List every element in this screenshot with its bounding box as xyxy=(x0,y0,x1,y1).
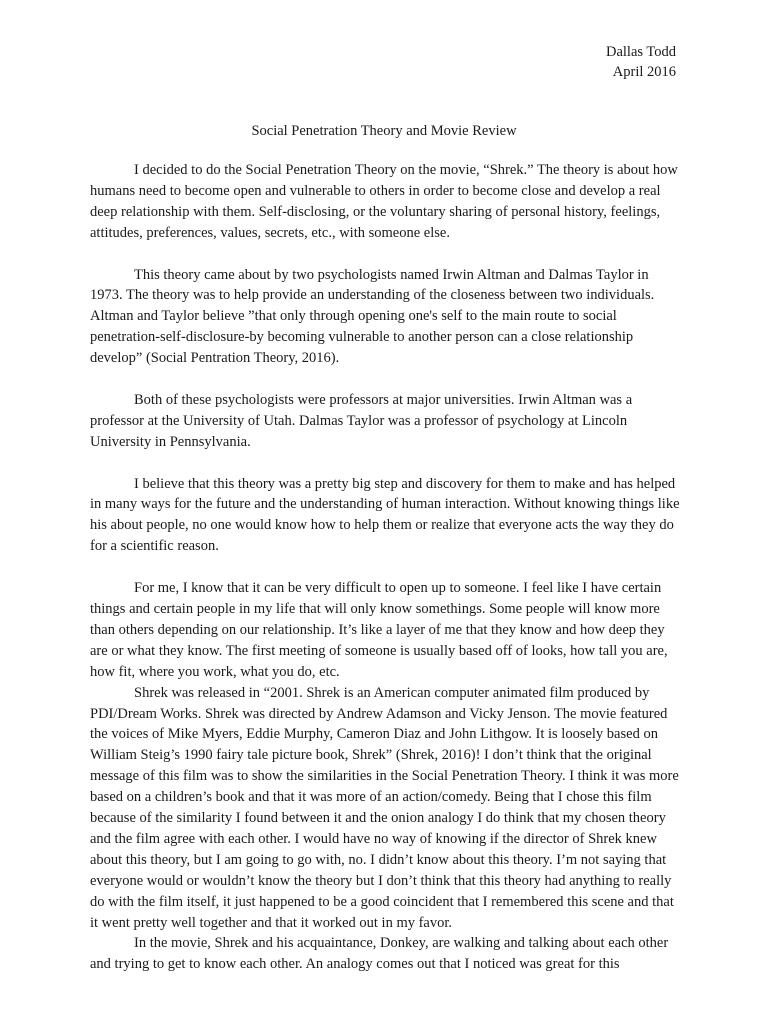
paragraph-4: I believe that this theory was a pretty big step and discovery for them to make and has helped in many ways for the future and the understanding of human interaction. Without knowing things like his about people, no one would know how to help them or realize that everyone acts the way they do for a scientific reason. xyxy=(90,475,680,555)
document-title: Social Penetration Theory and Movie Review xyxy=(251,123,517,139)
paragraph-2: This theory came about by two psychologists named Irwin Altman and Dalmas Taylor in 1973. The theory was to help provide an understanding of the closeness between two individuals. Altman and Taylor believe ”that only through opening one's self to the main route to social penetration-self-disclosure-by becoming vulnerable to another person can a close relationship develop” (Social Pentration Theory, 2016). xyxy=(90,266,655,367)
paragraph-1: I decided to do the Social Penetration Theory on the movie, “Shrek.” The theory is about how humans need to become open and vulnerable to others in order to become close and develop a real deep relationship with them. Self-disclosing, or the voluntary sharing of personal history, feelings, attitudes, preferences, values, secrets, etc., with someone else. xyxy=(90,162,678,241)
paragraph-7: In the movie, Shrek and his acquaintance, Donkey, are walking and talking about each other and trying to get to know each other. An analogy comes out that I noticed was great for this xyxy=(90,935,669,973)
paragraph-5: For me, I know that it can be very difficult to open up to someone. I feel like I have certain things and certain people in my life that will only know somethings. Some people will know more than others depending on our relationship. It’s like a layer of me that they know and how deep they are or what they know. The first meeting of someone is usually based off of looks, how tall you are, how fit, where you work, what you do, etc. xyxy=(90,580,668,680)
document-date: April 2016 xyxy=(612,64,676,80)
document-header xyxy=(606,42,676,82)
paragraph-6: Shrek was released in “2001. Shrek is an American computer animated film produced by PDI/Dream Works. Shrek was directed by Andrew Adamson and Vicky Jenson. The movie featured the voices of Mike Myers, Eddie Murphy, Cameron Diaz and John Lithgow. It is loosely based on William Steig’s 1990 fairy tale picture book, Shrek” (Shrek, 2016)! I don’t think that the original message of this film was to show the similarities in the Social Penetration Theory. I think it was more based on a children’s book and that it was more of an action/comedy. Being that I chose this film because of the similarity I found between it and the onion analogy I do think that my chosen theory and the film agree with each other. I would have no way of knowing if the director of Shrek knew about this theory, but I am going to go with, no. I didn’t know about this theory. I’m not saying that everyone would or wouldn’t know the theory but I don’t think that this theory had anything to really do with the film itself, it just happened to be a good coincident that I remembered this scene and that it went pretty well together and that it worked out in my favor. xyxy=(90,684,679,931)
author-name: Dallas Todd xyxy=(605,44,676,60)
paragraph-3: Both of these psychologists were professors at major universities. Irwin Altman was a professor at the University of Utah. Dalmas Taylor was a professor of psychology at Lincoln University in Pennsylvania. xyxy=(90,391,633,450)
document-body xyxy=(90,160,680,975)
